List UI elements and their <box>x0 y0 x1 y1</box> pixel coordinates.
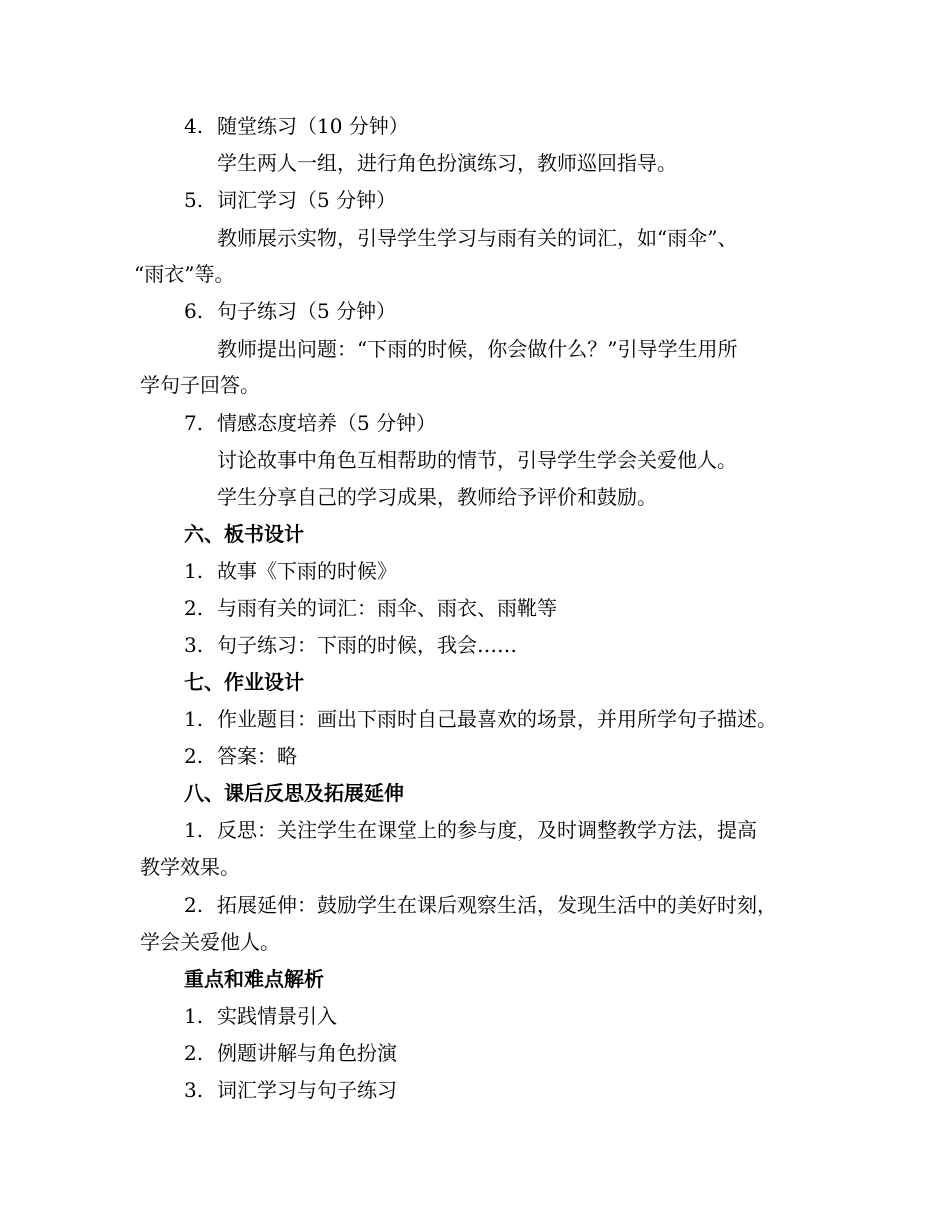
item-text: 拓展延伸：鼓励学生在课后观察生活，发现生活中的美好时刻， <box>217 893 777 917</box>
item-text: 与雨有关的词汇：雨伞、雨衣、雨靴等 <box>217 596 557 620</box>
list-item <box>184 1039 397 1067</box>
list-item <box>184 1002 337 1030</box>
step-7-description-line-1: 讨论故事中角色互相帮助的情节，引导学生学会关爱他人。 <box>217 448 737 472</box>
item-number: 1. <box>184 707 204 731</box>
step-5-description-line-2: “雨衣”等。 <box>134 262 235 286</box>
item-number: 2. <box>184 893 204 917</box>
keypoints-heading: 重点和难点解析 <box>184 967 324 991</box>
step-title: 随堂练习（10 分钟） <box>217 114 409 138</box>
step-7-title <box>184 409 436 437</box>
section-8-item-2-line-2: 学会关爱他人。 <box>140 930 280 954</box>
list-item <box>184 1076 397 1104</box>
step-5-description-line-1: 教师展示实物，引导学生学习与雨有关的词汇，如“雨伞”、 <box>217 226 738 250</box>
list-item <box>184 742 297 770</box>
step-5-title <box>184 186 396 214</box>
step-title: 词汇学习（5 分钟） <box>217 188 397 212</box>
list-item <box>184 594 557 622</box>
item-number: 1. <box>184 1004 204 1028</box>
item-text: 反思：关注学生在课堂上的参与度，及时调整教学方法，提高 <box>217 818 757 842</box>
section-8-heading: 八、课后反思及拓展延伸 <box>184 781 404 805</box>
item-number: 3. <box>184 633 204 657</box>
item-number: 3. <box>184 1078 204 1102</box>
section-7-heading: 七、作业设计 <box>184 670 304 694</box>
item-number: 2. <box>184 1041 204 1065</box>
item-text: 句子练习：下雨的时候，我会…… <box>217 633 517 657</box>
item-text: 答案：略 <box>217 744 297 768</box>
section-8-item-2-line-1 <box>184 891 777 919</box>
step-number: 6. <box>184 299 204 323</box>
item-text: 例题讲解与角色扮演 <box>217 1041 397 1065</box>
step-number: 7. <box>184 411 204 435</box>
step-4-title <box>184 112 409 140</box>
item-text: 词汇学习与句子练习 <box>217 1078 397 1102</box>
list-item <box>184 557 397 585</box>
section-6-heading: 六、板书设计 <box>184 522 304 546</box>
item-text: 故事《下雨的时候》 <box>217 559 397 583</box>
step-title: 情感态度培养（5 分钟） <box>217 411 437 435</box>
item-number: 1. <box>184 559 204 583</box>
list-item <box>184 631 517 659</box>
step-number: 5. <box>184 188 204 212</box>
step-4-description: 学生两人一组，进行角色扮演练习，教师巡回指导。 <box>217 151 677 175</box>
section-8-item-1-line-2: 教学效果。 <box>140 855 240 879</box>
step-6-title <box>184 297 396 325</box>
item-text: 实践情景引入 <box>217 1004 337 1028</box>
step-title: 句子练习（5 分钟） <box>217 299 397 323</box>
step-7-description-line-2: 学生分享自己的学习成果，教师给予评价和鼓励。 <box>217 485 657 509</box>
item-number: 1. <box>184 818 204 842</box>
step-6-description-line-1: 教师提出问题：“下雨的时候，你会做什么？”引导学生用所 <box>217 337 738 361</box>
section-8-item-1-line-1 <box>184 816 757 844</box>
step-6-description-line-2: 学句子回答。 <box>140 373 260 397</box>
item-number: 2. <box>184 596 204 620</box>
item-text: 作业题目：画出下雨时自己最喜欢的场景，并用所学句子描述。 <box>217 707 777 731</box>
list-item <box>184 705 777 733</box>
step-number: 4. <box>184 114 204 138</box>
item-number: 2. <box>184 744 204 768</box>
